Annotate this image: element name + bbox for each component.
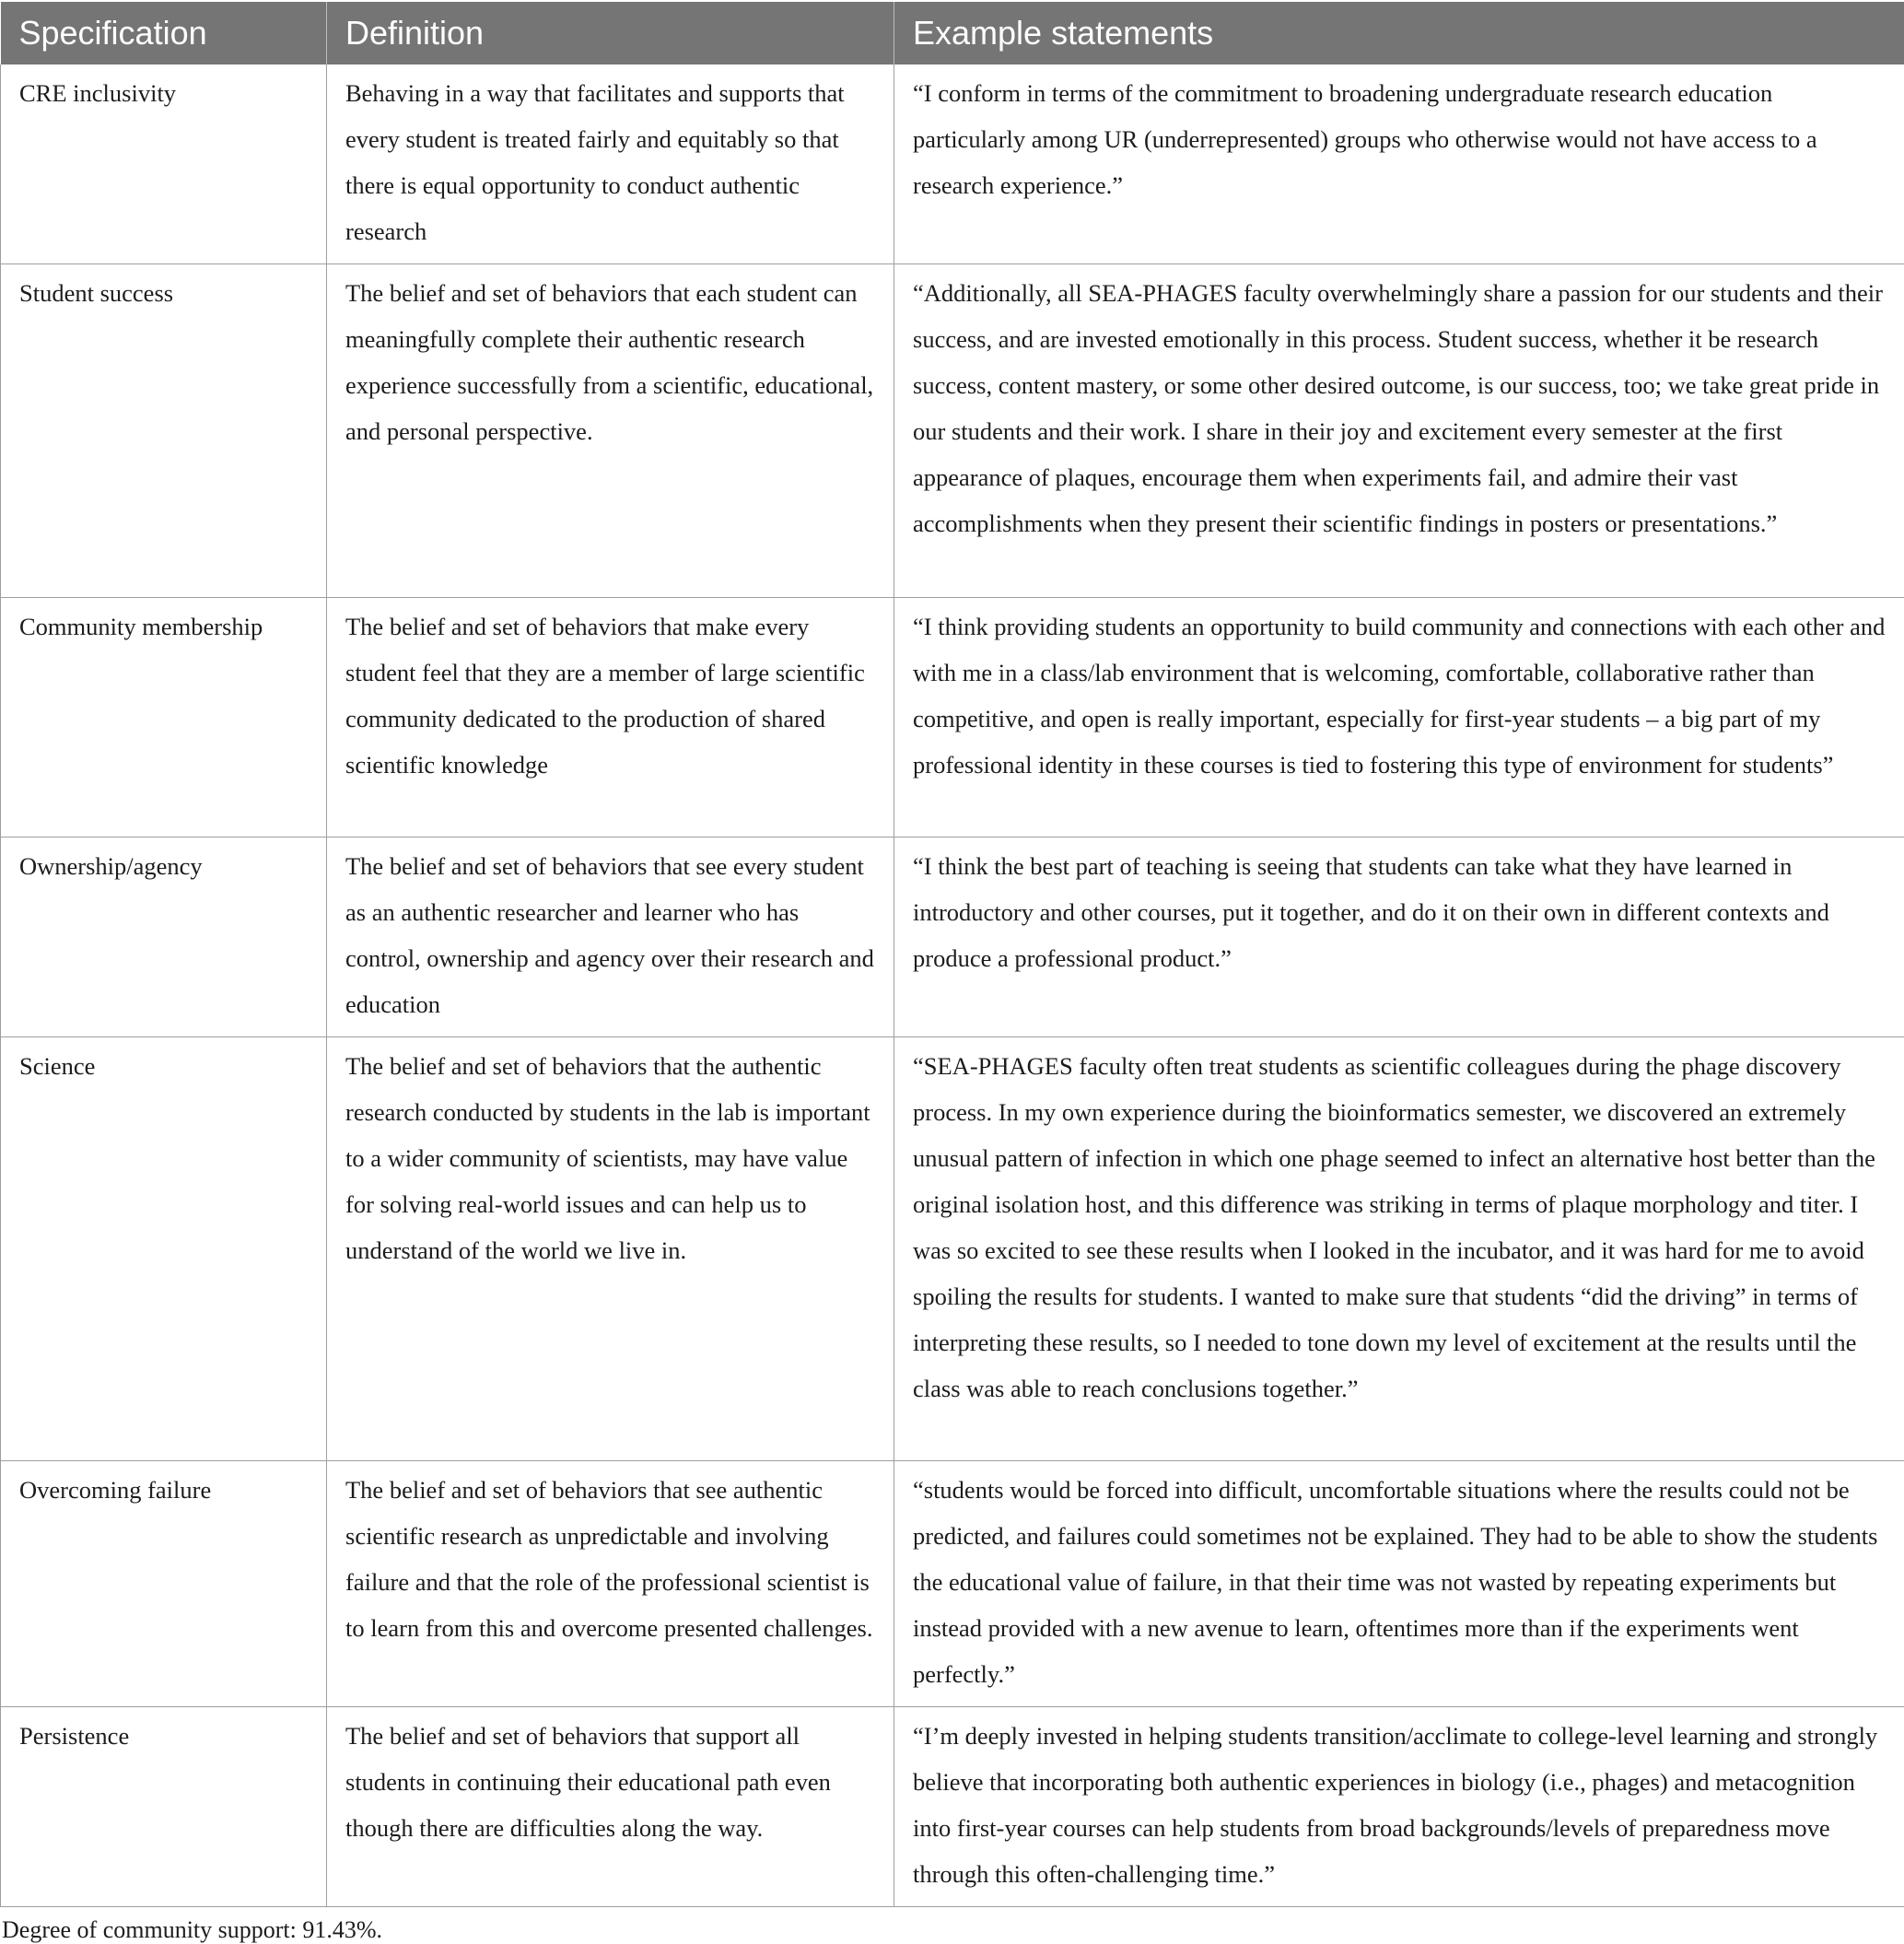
table-row [1,1461,1904,1707]
cell-example: “SEA-PHAGES faculty often treat students as scientific colleagues during the phage discovery process. In my own experience during the bioinformatics semester, we discovered an extremely unusual pattern of infection in which one phage seemed to infect an alternative host better than the original isolation host, and this difference was striking in terms of plaque morphology and titer. I was so excited to see these results when I looked in the incubator, and it was hard for me to avoid spoiling the results for students. I wanted to make sure that students “did the driving” in terms of interpreting these results, so I needed to tone down my level of excitement at the results until the class was able to reach conclusions together.” [894,1037,1904,1461]
cell-example: “I think the best part of teaching is seeing that students can take what they have learned in introductory and other courses, put it together, and do it on their own in different contexts and produce a professional product.” [894,837,1904,1037]
table-row [1,837,1904,1037]
header-definition: Definition [327,2,894,64]
table-header-row [1,2,1904,64]
table-row [1,1037,1904,1461]
table-row [1,598,1904,837]
cell-specification: Community membership [1,598,327,837]
cell-example: “I’m deeply invested in helping students transition/acclimate to college-level learning and strongly believe that incorporating both authentic experiences in biology (i.e., phages) and metacognition into first-year courses can help students from broad backgrounds/levels of preparedness move through this often-challenging time.” [894,1707,1904,1907]
table-container [0,2,1904,1944]
cell-specification: Science [1,1037,327,1461]
cell-definition: The belief and set of behaviors that make every student feel that they are a member of large scientific community dedicated to the production of shared scientific knowledge [327,598,894,837]
cell-definition: The belief and set of behaviors that the authentic research conducted by students in the lab is important to a wider community of scientists, may have value for solving real-world issues and can help us to understand of the world we live in. [327,1037,894,1461]
cell-definition: The belief and set of behaviors that see authentic scientific research as unpredictable and involving failure and that the role of the professional scientist is to learn from this and overcome presented challenges. [327,1461,894,1707]
header-example-statements: Example statements [894,2,1904,64]
cell-specification: Student success [1,264,327,598]
cell-specification: Ownership/agency [1,837,327,1037]
table-row [1,1707,1904,1907]
table-row [1,264,1904,598]
cell-definition: Behaving in a way that facilitates and supports that every student is treated fairly and equitably so that there is equal opportunity to conduct authentic research [327,64,894,264]
cell-definition: The belief and set of behaviors that see every student as an authentic researcher and learner who has control, ownership and agency over their research and education [327,837,894,1037]
table-row [1,64,1904,264]
header-specification: Specification [1,2,327,64]
cell-example: “I conform in terms of the commitment to broadening undergraduate research education particularly among UR (underrepresented) groups who otherwise would not have access to a research experience.” [894,64,1904,264]
cell-definition: The belief and set of behaviors that each student can meaningfully complete their authentic research experience successfully from a scientific, educational, and personal perspective. [327,264,894,598]
cell-specification: Persistence [1,1707,327,1907]
cell-definition: The belief and set of behaviors that support all students in continuing their educational path even though there are difficulties along the way. [327,1707,894,1907]
cell-example: “students would be forced into difficult, uncomfortable situations where the results could not be predicted, and failures could sometimes not be explained. They had to be able to show the students the educational value of failure, in that their time was not wasted by repeating experiments but instead provided with a new avenue to learn, oftentimes more than if the experiments went perfectly.” [894,1461,1904,1707]
table-footnote: Degree of community support: 91.43%. [0,1916,1904,1944]
specification-table [0,2,1904,1907]
cell-specification: CRE inclusivity [1,64,327,264]
cell-example: “I think providing students an opportunity to build community and connections with each other and with me in a class/lab environment that is welcoming, comfortable, collaborative rather than competitive, and open is really important, especially for first-year students – a big part of my professional identity in these courses is tied to fostering this type of environment for students” [894,598,1904,837]
cell-specification: Overcoming failure [1,1461,327,1707]
cell-example: “Additionally, all SEA-PHAGES faculty overwhelmingly share a passion for our students and their success, and are invested emotionally in this process. Student success, whether it be research success, content mastery, or some other desired outcome, is our success, too; we take great pride in our students and their work. I share in their joy and excitement every semester at the first appearance of plaques, encourage them when experiments fail, and admire their vast accomplishments when they present their scientific findings in posters or presentations.” [894,264,1904,598]
